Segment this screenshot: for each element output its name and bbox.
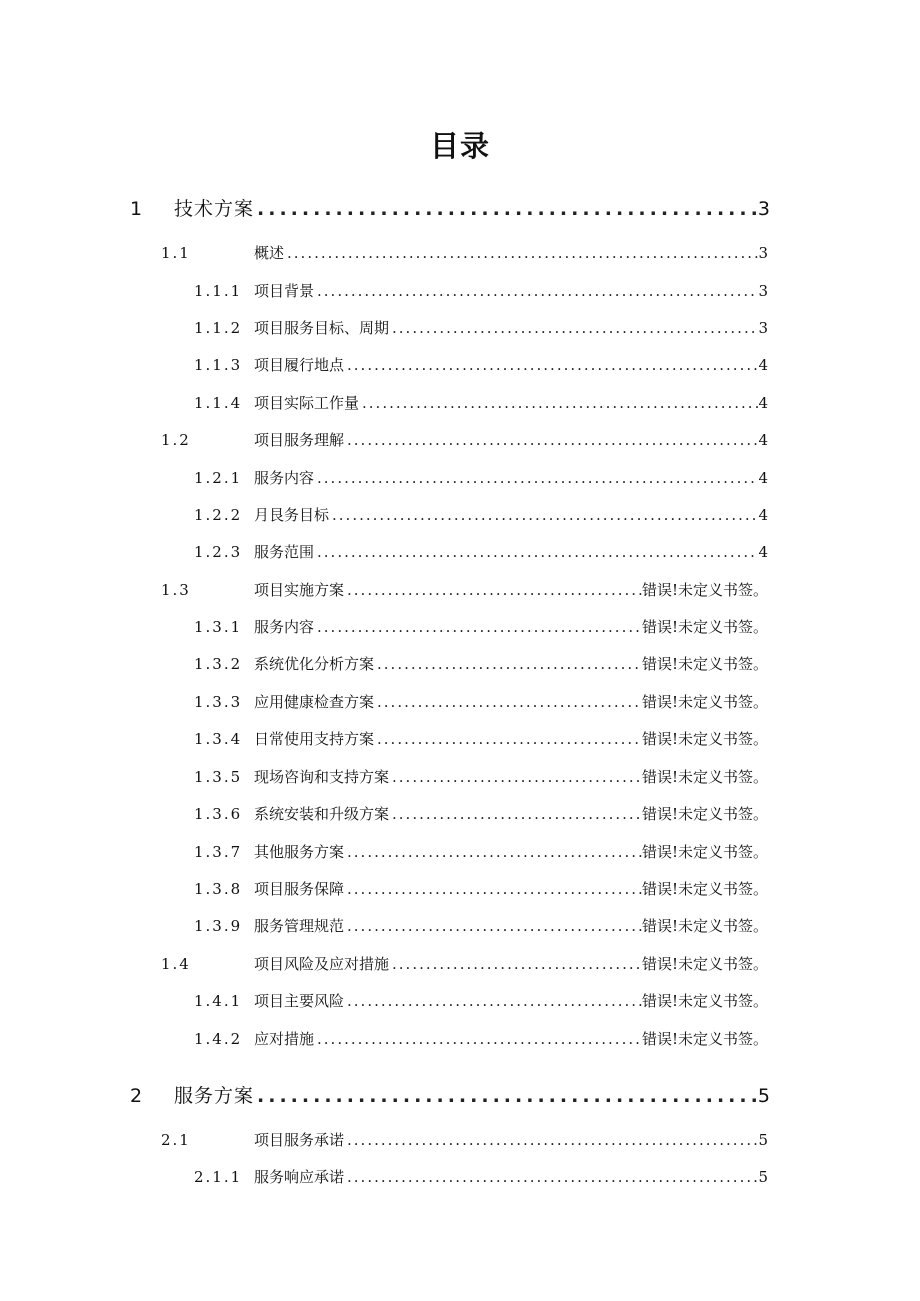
toc-entry-number: 1.1.2: [194, 319, 243, 337]
toc-entry-number: 1.1.3: [194, 356, 243, 374]
toc-entry-page: 4: [758, 543, 768, 561]
toc-entry[interactable]: [194, 841, 768, 863]
toc-entry[interactable]: [161, 1129, 768, 1151]
toc-entry-page: 3: [757, 198, 770, 220]
toc-entry-title: 服务管理规范: [254, 917, 345, 935]
toc-entry-title: 概述: [254, 244, 285, 262]
toc-entry-number: 1.3.6: [194, 805, 243, 823]
toc-entry-number: 1.1: [161, 244, 191, 262]
toc-dot-leader: [389, 766, 642, 788]
toc-entry[interactable]: [194, 1166, 768, 1188]
toc-entry-page: 4: [758, 394, 768, 412]
toc-entry[interactable]: [194, 317, 768, 339]
toc-entry-title: 服务范围: [254, 543, 315, 561]
page-title: 目录: [429, 129, 490, 163]
toc-entry-title: 项目履行地点: [254, 356, 345, 374]
toc-entry-number: 1.3.2: [194, 655, 243, 673]
toc-entry[interactable]: [194, 392, 768, 414]
toc-entry-number: 1.3.8: [194, 880, 243, 898]
toc-dot-leader: [314, 616, 642, 638]
toc-entry-title: 项目实际工作量: [254, 394, 360, 412]
toc-entry-page: 错误!未定义书签。: [641, 843, 768, 861]
toc-dot-leader: [314, 1028, 642, 1050]
toc-entry-page: 错误!未定义书签。: [641, 768, 768, 786]
toc-dot-leader: [389, 317, 758, 339]
toc-entry[interactable]: [194, 766, 768, 788]
toc-dot-leader: [389, 953, 642, 975]
toc-entry-number: 1.2.3: [194, 543, 243, 561]
toc-dot-leader: [344, 915, 642, 937]
toc-dot-leader: [344, 841, 642, 863]
toc-entry-number: 1.3.3: [194, 693, 243, 711]
toc-entry-page: 错误!未定义书签。: [641, 693, 768, 711]
toc-entry-page: 4: [758, 431, 768, 449]
toc-dot-leader: [389, 803, 642, 825]
toc-entry-number: 1.2: [161, 431, 191, 449]
toc-entry[interactable]: [194, 354, 768, 376]
toc-dot-leader: [374, 728, 642, 750]
toc-entry-page: 错误!未定义书签。: [641, 581, 768, 599]
toc-entry[interactable]: [194, 541, 768, 563]
toc-dot-leader: [344, 1166, 758, 1188]
toc-entry[interactable]: [161, 242, 768, 264]
toc-entry-page: 3: [758, 319, 768, 337]
toc-entry-number: 1.3.5: [194, 768, 243, 786]
toc-entry-page: 4: [758, 356, 768, 374]
toc-entry-title: 技术方案: [174, 198, 255, 220]
toc-dot-leader: [344, 1129, 758, 1151]
toc-entry-title: 项目风险及应对措施: [254, 955, 390, 973]
toc-entry-number: 1.3: [161, 581, 191, 599]
toc-entry[interactable]: [194, 653, 768, 675]
toc-entry[interactable]: [130, 196, 770, 222]
toc-entry-title: 项目服务保障: [254, 880, 345, 898]
toc-entry[interactable]: [130, 1083, 770, 1109]
toc-entry-page: 3: [758, 244, 768, 262]
toc-entry[interactable]: [161, 429, 768, 451]
toc-entry[interactable]: [194, 915, 768, 937]
toc-entry-page: 错误!未定义书签。: [641, 955, 768, 973]
toc-entry-title: 项目实施方案: [254, 581, 345, 599]
toc-entry-number: 1.2.1: [194, 469, 243, 487]
toc-entry[interactable]: [194, 990, 768, 1012]
toc-entry-title: 服务响应承诺: [254, 1168, 345, 1186]
toc-entry-number: 1: [130, 198, 145, 220]
toc-entry[interactable]: [161, 953, 768, 975]
toc-entry-title: 现场咨询和支持方案: [254, 768, 390, 786]
toc-entry-page: 错误!未定义书签。: [641, 618, 768, 636]
toc-entry-title: 其他服务方案: [254, 843, 345, 861]
toc-dot-leader: [284, 242, 758, 264]
toc-dot-leader: [374, 653, 642, 675]
toc-dot-leader: [344, 990, 642, 1012]
toc-dot-leader: [344, 878, 642, 900]
toc-entry-title: 日常使用支持方案: [254, 730, 375, 748]
toc-entry-number: 2.1.1: [194, 1168, 243, 1186]
toc-dot-leader: [254, 1083, 758, 1109]
toc-entry-title: 服务方案: [174, 1085, 255, 1107]
toc-entry-title: 项目背景: [254, 282, 315, 300]
toc-entry-page: 3: [758, 282, 768, 300]
toc-entry-number: 1.2.2: [194, 506, 243, 524]
toc-dot-leader: [314, 280, 758, 302]
toc-entry-page: 4: [758, 469, 768, 487]
toc-entry-title: 应对措施: [254, 1030, 315, 1048]
toc-entry-page: 错误!未定义书签。: [641, 880, 768, 898]
toc-entry[interactable]: [194, 1028, 768, 1050]
toc-dot-leader: [314, 467, 758, 489]
toc-entry[interactable]: [194, 280, 768, 302]
toc-dot-leader: [344, 354, 758, 376]
toc-entry-number: 2.1: [161, 1131, 191, 1149]
toc-entry-title: 系统安装和升级方案: [254, 805, 390, 823]
toc-dot-leader: [344, 579, 642, 601]
toc-entry[interactable]: [194, 504, 768, 526]
toc-entry[interactable]: [194, 467, 768, 489]
toc-entry-title: 服务内容: [254, 469, 315, 487]
toc-entry-number: 2: [130, 1085, 145, 1107]
toc-entry[interactable]: [194, 803, 768, 825]
toc-entry-title: 月艮务目标: [254, 506, 330, 524]
toc-dot-leader: [374, 691, 642, 713]
toc-entry-page: 5: [757, 1085, 770, 1107]
toc-entry-title: 服务内容: [254, 618, 315, 636]
toc-entry-page: 4: [758, 506, 768, 524]
toc-entry-page: 错误!未定义书签。: [641, 655, 768, 673]
toc-entry-page: 错误!未定义书签。: [641, 1030, 768, 1048]
toc-entry[interactable]: [161, 579, 768, 601]
toc-entry-number: 1.4: [161, 955, 191, 973]
toc-entry[interactable]: [194, 691, 768, 713]
toc-entry-number: 1.1.4: [194, 394, 243, 412]
toc-entry-title: 系统优化分析方案: [254, 655, 375, 673]
toc-entry[interactable]: [194, 616, 768, 638]
toc-entry-page: 错误!未定义书签。: [641, 917, 768, 935]
toc-entry-number: 1.3.9: [194, 917, 243, 935]
toc-dot-leader: [329, 504, 758, 526]
toc-entry-title: 应用健康检查方案: [254, 693, 375, 711]
toc-entry-number: 1.3.1: [194, 618, 243, 636]
toc-entry-number: 1.1.1: [194, 282, 243, 300]
toc-entry-number: 1.3.4: [194, 730, 243, 748]
toc-entry-number: 1.4.2: [194, 1030, 243, 1048]
toc-entry-number: 1.3.7: [194, 843, 243, 861]
toc-entry[interactable]: [194, 728, 768, 750]
toc-entry-page: 5: [758, 1168, 768, 1186]
toc-entry-page: 错误!未定义书签。: [641, 992, 768, 1010]
toc-dot-leader: [344, 429, 758, 451]
toc-dot-leader: [254, 196, 758, 222]
toc-entry-title: 项目服务理解: [254, 431, 345, 449]
toc-entry-title: 项目服务目标、周期: [254, 319, 390, 337]
toc-entry[interactable]: [194, 878, 768, 900]
toc-entry-title: 项目主要风险: [254, 992, 345, 1010]
toc-entry-page: 错误!未定义书签。: [641, 805, 768, 823]
toc-entry-number: 1.4.1: [194, 992, 243, 1010]
toc-entry-title: 项目服务承诺: [254, 1131, 345, 1149]
toc-entry-page: 5: [758, 1131, 768, 1149]
toc-entry-page: 错误!未定义书签。: [641, 730, 768, 748]
toc-dot-leader: [359, 392, 758, 414]
toc-dot-leader: [314, 541, 758, 563]
